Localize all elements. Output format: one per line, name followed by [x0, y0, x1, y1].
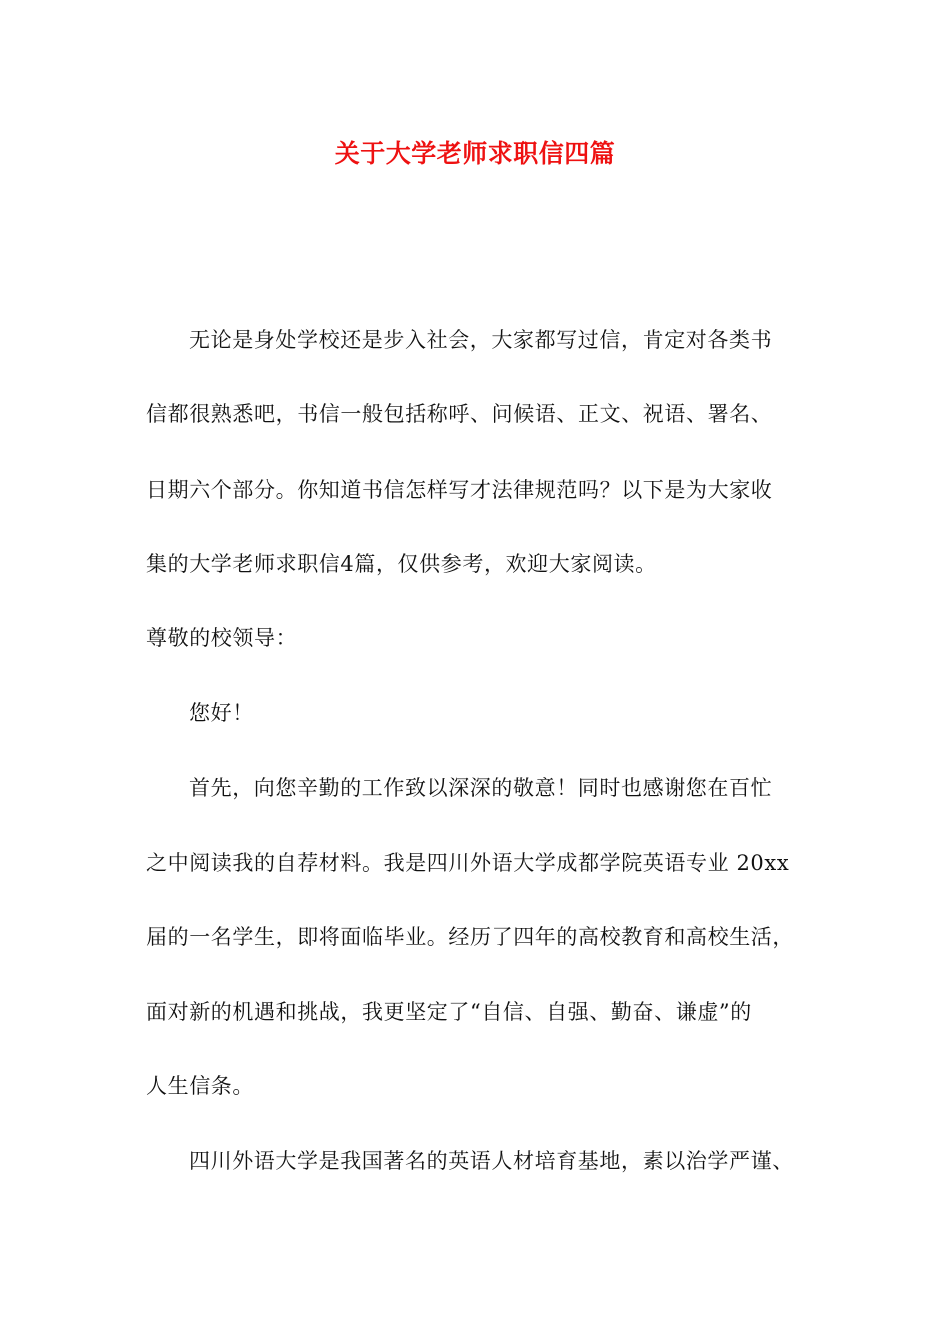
document-title: 关于大学老师求职信四篇	[334, 139, 616, 168]
text-line: 信都很熟悉吧，书信一般包括称呼、问候语、正文、祝语、署名、	[146, 402, 773, 426]
text-line: 届的一名学生，即将面临毕业。经历了四年的高校教育和高校生活，	[146, 925, 794, 949]
text-line: 无论是身处学校还是步入社会，大家都写过信，肯定对各类书	[189, 328, 773, 352]
salutation-line: 尊敬的校领导：	[146, 626, 298, 650]
text-line: 首先，向您辛勤的工作致以深深的敬意！同时也感谢您在百忙	[189, 776, 773, 800]
text-line: 四川外语大学是我国著名的英语人材培育基地，素以治学严谨、	[189, 1149, 794, 1173]
text-line: 集的大学老师求职信4篇，仅供参考，欢迎大家阅读。	[146, 552, 657, 576]
text-line: 日期六个部分。你知道书信怎样写才法律规范吗？以下是为大家收	[146, 478, 773, 502]
greeting-line: 您好！	[189, 701, 254, 725]
text-line: 人生信条。	[146, 1074, 254, 1098]
text-line: 面对新的机遇和挑战，我更坚定了“自信、自强、勤奋、谦虚”的	[146, 1000, 752, 1024]
text-line: 之中阅读我的自荐材料。我是四川外语大学成都学院英语专业 20xx	[146, 851, 790, 875]
